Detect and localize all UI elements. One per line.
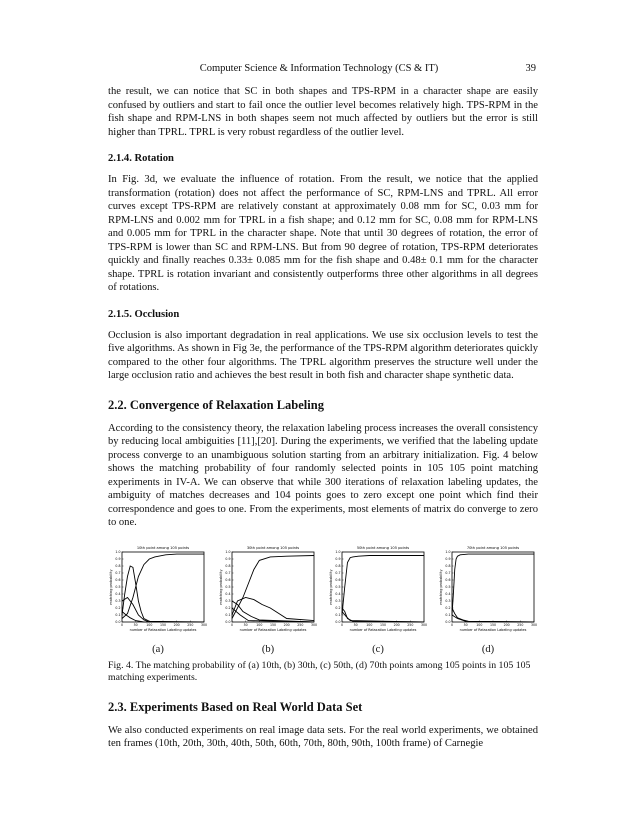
y-tick-label: 0.6	[225, 577, 231, 582]
x-tick-label: 50	[133, 622, 138, 627]
y-tick-label: 0.3	[335, 598, 341, 603]
main-content	[108, 85, 538, 751]
plot-d	[438, 544, 538, 634]
y-tick-label: 0.2	[445, 605, 451, 610]
rotation-paragraph: In Fig. 3d, we evaluate the influence of rotation. From the result, we notice that the applied transformation (rotation) does not affect the performance of SC, RPM-LNS and TPRL. All error curves except TPS-RPM are relatively constant at approximately 0.08 mm for SC, 0.03 mm for RPM-LNS and 0.002 mm for TPRL in a fish shape; and 0.12 mm for SC, 0.08 mm for RPM-LNS and 0.005 mm for TPRL in the character shape. Note that until 30 degrees of rotation, the error of TPS-RPM is lower than SC and RPM-LNS. But from 90 degree of rotation, TPS-RPM deteriorates quickly and finally reaches 0.33± 0.085 mm for the fish shape and 0.48± 0.1 mm for the character shape. TPRL is rotation invariant and consistently outperforms three other algorithms in all degrees of rotations.	[108, 174, 538, 293]
series-line	[232, 601, 314, 622]
y-tick-label: 0.7	[445, 570, 451, 575]
plot-title: 50th point among 105 points	[356, 545, 410, 550]
x-tick-label: 150	[269, 622, 277, 627]
y-tick-label: 0.8	[335, 563, 341, 568]
y-tick-label: 0.6	[445, 577, 451, 582]
figure-caption: Fig. 4. The matching probability of (a) 10th, (b) 30th, (c) 50th, (d) 70th points among 105 points in 105 105 matching experiments.	[108, 659, 531, 683]
panel-label-d: (d)	[481, 643, 495, 655]
x-tick-label: 100	[256, 622, 263, 627]
occlusion-heading: 2.1.5. Occlusion	[108, 308, 180, 320]
y-axis-label: matching probability	[329, 568, 333, 605]
x-tick-label: 150	[159, 622, 167, 627]
plot-b	[218, 544, 318, 634]
y-tick-label: 0.6	[115, 577, 121, 582]
x-tick-label: 0	[450, 622, 454, 627]
y-tick-label: 0.2	[115, 605, 121, 610]
y-tick-label: 0.3	[115, 598, 121, 603]
panel-label-c: (c)	[372, 643, 384, 655]
x-tick-label: 200	[503, 622, 510, 627]
x-tick-label: 0	[120, 622, 124, 627]
y-tick-label: 0.9	[335, 556, 341, 561]
x-tick-label: 0	[230, 622, 234, 627]
y-axis-label: matching probability	[439, 568, 443, 605]
plot-c	[328, 544, 428, 634]
x-tick-label: 300	[420, 622, 428, 627]
x-axis-label: number of Relaxation Labeling updates	[239, 627, 307, 632]
panel-label-b: (b)	[261, 643, 275, 655]
y-tick-label: 0.1	[225, 612, 231, 617]
x-tick-label: 100	[146, 622, 153, 627]
x-tick-label: 150	[489, 622, 497, 627]
plot-panel-b	[218, 544, 318, 634]
y-tick-label: 0.9	[115, 556, 121, 561]
series-line	[342, 611, 424, 622]
series-line	[232, 597, 314, 620]
intro-paragraph: the result, we can notice that SC in both shapes and TPS-RPM in a character shape are easily confused by outliers and start to fail once the outlier level becomes relatively high. TPS-RPM in the fish shape and RPM-LNS in both shapes seem not much affected by outliers but the error is still higher than TPRL. TPRL is very robust regardless of the outlier level.	[108, 86, 538, 138]
plot-panel-d	[438, 544, 538, 634]
x-axis-label: number of Relaxation Labeling updates	[129, 627, 197, 632]
series-line	[452, 608, 534, 622]
y-tick-label: 0.2	[335, 605, 341, 610]
y-tick-label: 0.8	[115, 563, 121, 568]
y-tick-label: 1.0	[335, 549, 341, 554]
y-tick-label: 0.8	[225, 563, 231, 568]
figure-4	[108, 544, 538, 656]
occlusion-paragraph: Occlusion is also important degradation in real applications. We use six occlusion levels to test the five algorithms. As shown in Fig 3e, the performance of the TPS-RPM algorithm deteriorates quickly compared to the other four algorithms. The TPRL algorithm preserves the structure well under the large occlusion ratio and achieves the best result in both fish and character shape synthetic data.	[108, 329, 538, 381]
series-line	[122, 611, 204, 622]
x-axis-label: number of Relaxation Labeling updates	[349, 627, 417, 632]
x-tick-label: 250	[517, 622, 524, 627]
series-line	[122, 554, 204, 618]
x-tick-label: 100	[476, 622, 483, 627]
y-tick-label: 0.3	[225, 598, 231, 603]
y-tick-label: 0.5	[225, 584, 231, 589]
series-line	[122, 597, 204, 622]
x-tick-label: 50	[463, 622, 468, 627]
plot-frame	[452, 552, 534, 622]
x-tick-label: 50	[353, 622, 358, 627]
convergence-heading: 2.2. Convergence of Relaxation Labeling	[108, 397, 324, 412]
x-tick-label: 100	[366, 622, 373, 627]
y-tick-label: 0.5	[115, 584, 121, 589]
y-tick-label: 0.5	[445, 584, 451, 589]
y-tick-label: 0.6	[335, 577, 341, 582]
y-tick-label: 0.2	[225, 605, 231, 610]
realworld-paragraph: We also conducted experiments on real image data sets. For the real world experiments, we obtained ten frames (10th, 20th, 30th, 40th, 50th, 60th, 70th, 80th, 90th, 100th frame) of Carnegie	[108, 724, 538, 749]
y-tick-label: 0.7	[225, 570, 231, 575]
plot-a	[108, 544, 208, 634]
plot-panel-c	[328, 544, 428, 634]
y-tick-label: 0.9	[445, 556, 451, 561]
x-tick-label: 50	[243, 622, 248, 627]
y-tick-label: 0.3	[445, 598, 451, 603]
y-tick-label: 0.9	[225, 556, 231, 561]
plot-frame	[342, 552, 424, 622]
series-line	[232, 555, 314, 618]
panel-label-a: (a)	[152, 643, 164, 655]
y-tick-label: 0.4	[445, 591, 451, 596]
x-tick-label: 200	[173, 622, 180, 627]
series-line	[342, 608, 424, 622]
y-tick-label: 0.0	[115, 619, 121, 624]
x-tick-label: 0	[340, 622, 344, 627]
y-tick-label: 0.7	[115, 570, 121, 575]
y-tick-label: 0.4	[115, 591, 121, 596]
rotation-heading: 2.1.4. Rotation	[108, 153, 174, 164]
plot-frame	[232, 552, 314, 622]
x-tick-label: 150	[379, 622, 387, 627]
y-tick-label: 1.0	[225, 549, 231, 554]
y-tick-label: 0.1	[335, 612, 341, 617]
y-tick-label: 0.1	[115, 612, 121, 617]
x-tick-label: 200	[283, 622, 290, 627]
series-line	[452, 554, 534, 615]
y-tick-label: 1.0	[115, 549, 121, 554]
y-tick-label: 0.0	[335, 619, 341, 624]
realworld-heading: 2.3. Experiments Based on Real World Data Set	[108, 699, 363, 714]
plot-title: 70th point among 105 points	[466, 545, 520, 550]
x-tick-label: 300	[530, 622, 538, 627]
x-tick-label: 300	[200, 622, 208, 627]
y-tick-label: 0.0	[445, 619, 451, 624]
page-number: 39	[525, 63, 536, 74]
x-tick-label: 250	[297, 622, 304, 627]
plot-frame	[122, 552, 204, 622]
y-tick-label: 0.1	[445, 612, 451, 617]
series-line	[342, 555, 424, 615]
y-tick-label: 0.7	[335, 570, 341, 575]
plot-title: 10th point among 105 points	[136, 545, 190, 550]
journal-title: Computer Science & Information Technology (CS & IT)	[199, 63, 439, 74]
y-tick-label: 0.4	[225, 591, 231, 596]
running-header	[0, 63, 638, 79]
x-tick-label: 200	[393, 622, 400, 627]
convergence-paragraph: According to the consistency theory, the relaxation labeling process increases the overall consistency by reducing local ambiguities [11],[20]. During the experiments, we verified that the labeling update process converge to an unambiguous solution starting from an arbitrary initialization. Fig. 4 below shows the matching probability of four randomly selected points in 105 105 point matching experiments in IV-A. We can observe that while 300 iterations of relaxation labeling updates, the ambiguity of matches decreases and 104 points goes to zero except one point which find their correspondence and goes to one. From the experiments, most elements of matrix do converge to zero to one.	[108, 422, 538, 528]
x-tick-label: 250	[187, 622, 194, 627]
plot-panel-a	[108, 544, 208, 634]
y-axis-label: matching probability	[109, 568, 113, 605]
x-tick-label: 250	[407, 622, 414, 627]
x-axis-label: number of Relaxation Labeling updates	[459, 627, 527, 632]
y-tick-label: 0.5	[335, 584, 341, 589]
y-axis-label: matching probability	[219, 568, 223, 605]
y-tick-label: 0.0	[225, 619, 231, 624]
x-tick-label: 300	[310, 622, 318, 627]
y-tick-label: 0.4	[335, 591, 341, 596]
y-tick-label: 0.8	[445, 563, 451, 568]
plot-title: 30th point among 105 points	[246, 545, 300, 550]
y-tick-label: 1.0	[445, 549, 451, 554]
